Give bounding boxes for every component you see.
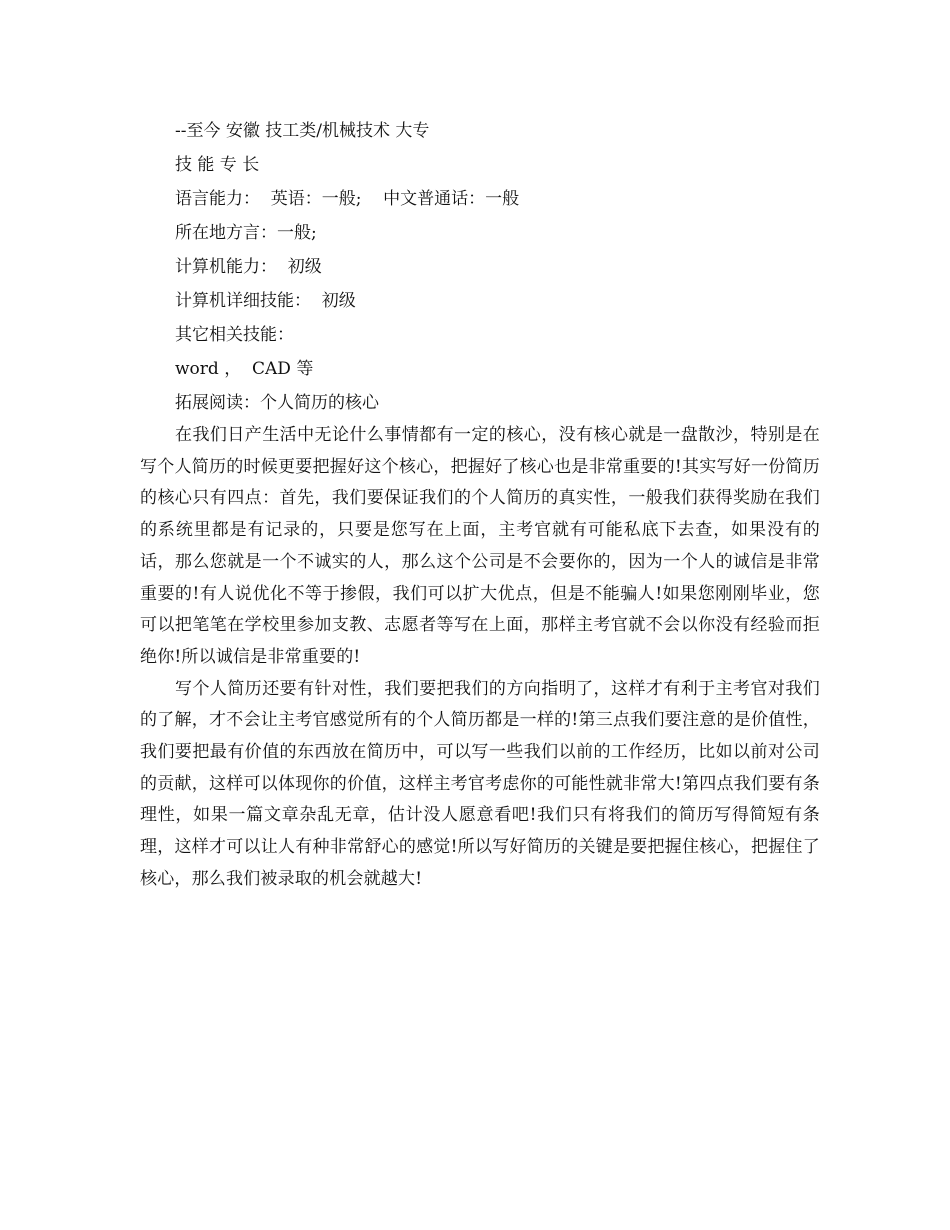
education-line: --至今 安徽 技工类/机械技术 大专: [175, 121, 430, 141]
other-skills-label: 其它相关技能：: [175, 325, 294, 345]
extended-reading-title: 拓展阅读：个人简历的核心: [175, 393, 379, 413]
other-skills-value: word ， CAD 等: [175, 359, 314, 379]
dialect-line: 所在地方言：一般;: [175, 223, 317, 243]
computer-ability-line: 计算机能力： 初级: [175, 257, 322, 277]
body-paragraph-1: 在我们日产生活中无论什么事情都有一定的核心，没有核心就是一盘散沙，特别是在写个人简历的时候更要把握好这个核心，把握好了核心也是非常重要的!其实写好一份简历的核心只有四点：首先，我们要保证我们的个人简历的真实性，一般我们获得奖励在我们的系统里都是有记录的，只要是您写在上面，主考官就有可能私底下去查，如果没有的话，那么您就是一个不诚实的人，那么这个公司是不会要你的，因为一个人的诚信是非常重要的!有人说优化不等于掺假，我们可以扩大优点，但是不能骗人!如果您刚刚毕业，您可以把笔笔在学校里参加支教、志愿者等写在上面，那样主考官就不会以你没有经验而拒绝你!所以诚信是非常重要的!: [140, 425, 820, 667]
computer-skills-detail-line: 计算机详细技能： 初级: [175, 291, 356, 311]
language-ability-line: 语言能力： 英语：一般; 中文普通话：一般: [175, 189, 520, 209]
document-body: [140, 114, 820, 896]
body-paragraph-2: 写个人简历还要有针对性，我们要把我们的方向指明了，这样才有利于主考官对我们的了解，才不会让主考官感觉所有的个人简历都是一样的!第三点我们要注意的是价值性，我们要把最有价值的东西放在简历中，可以写一些我们以前的工作经历，比如以前对公司的贡献，这样可以体现你的价值，这样主考官考虑你的可能性就非常大!第四点我们要有条理性，如果一篇文章杂乱无章，估计没人愿意看吧!我们只有将我们的简历写得简短有条理，这样才可以让人有种非常舒心的感觉!所以写好简历的关键是要把握住核心，把握住了核心，那么我们被录取的机会就越大!: [140, 678, 820, 889]
skills-heading: 技 能 专 长: [175, 155, 260, 175]
